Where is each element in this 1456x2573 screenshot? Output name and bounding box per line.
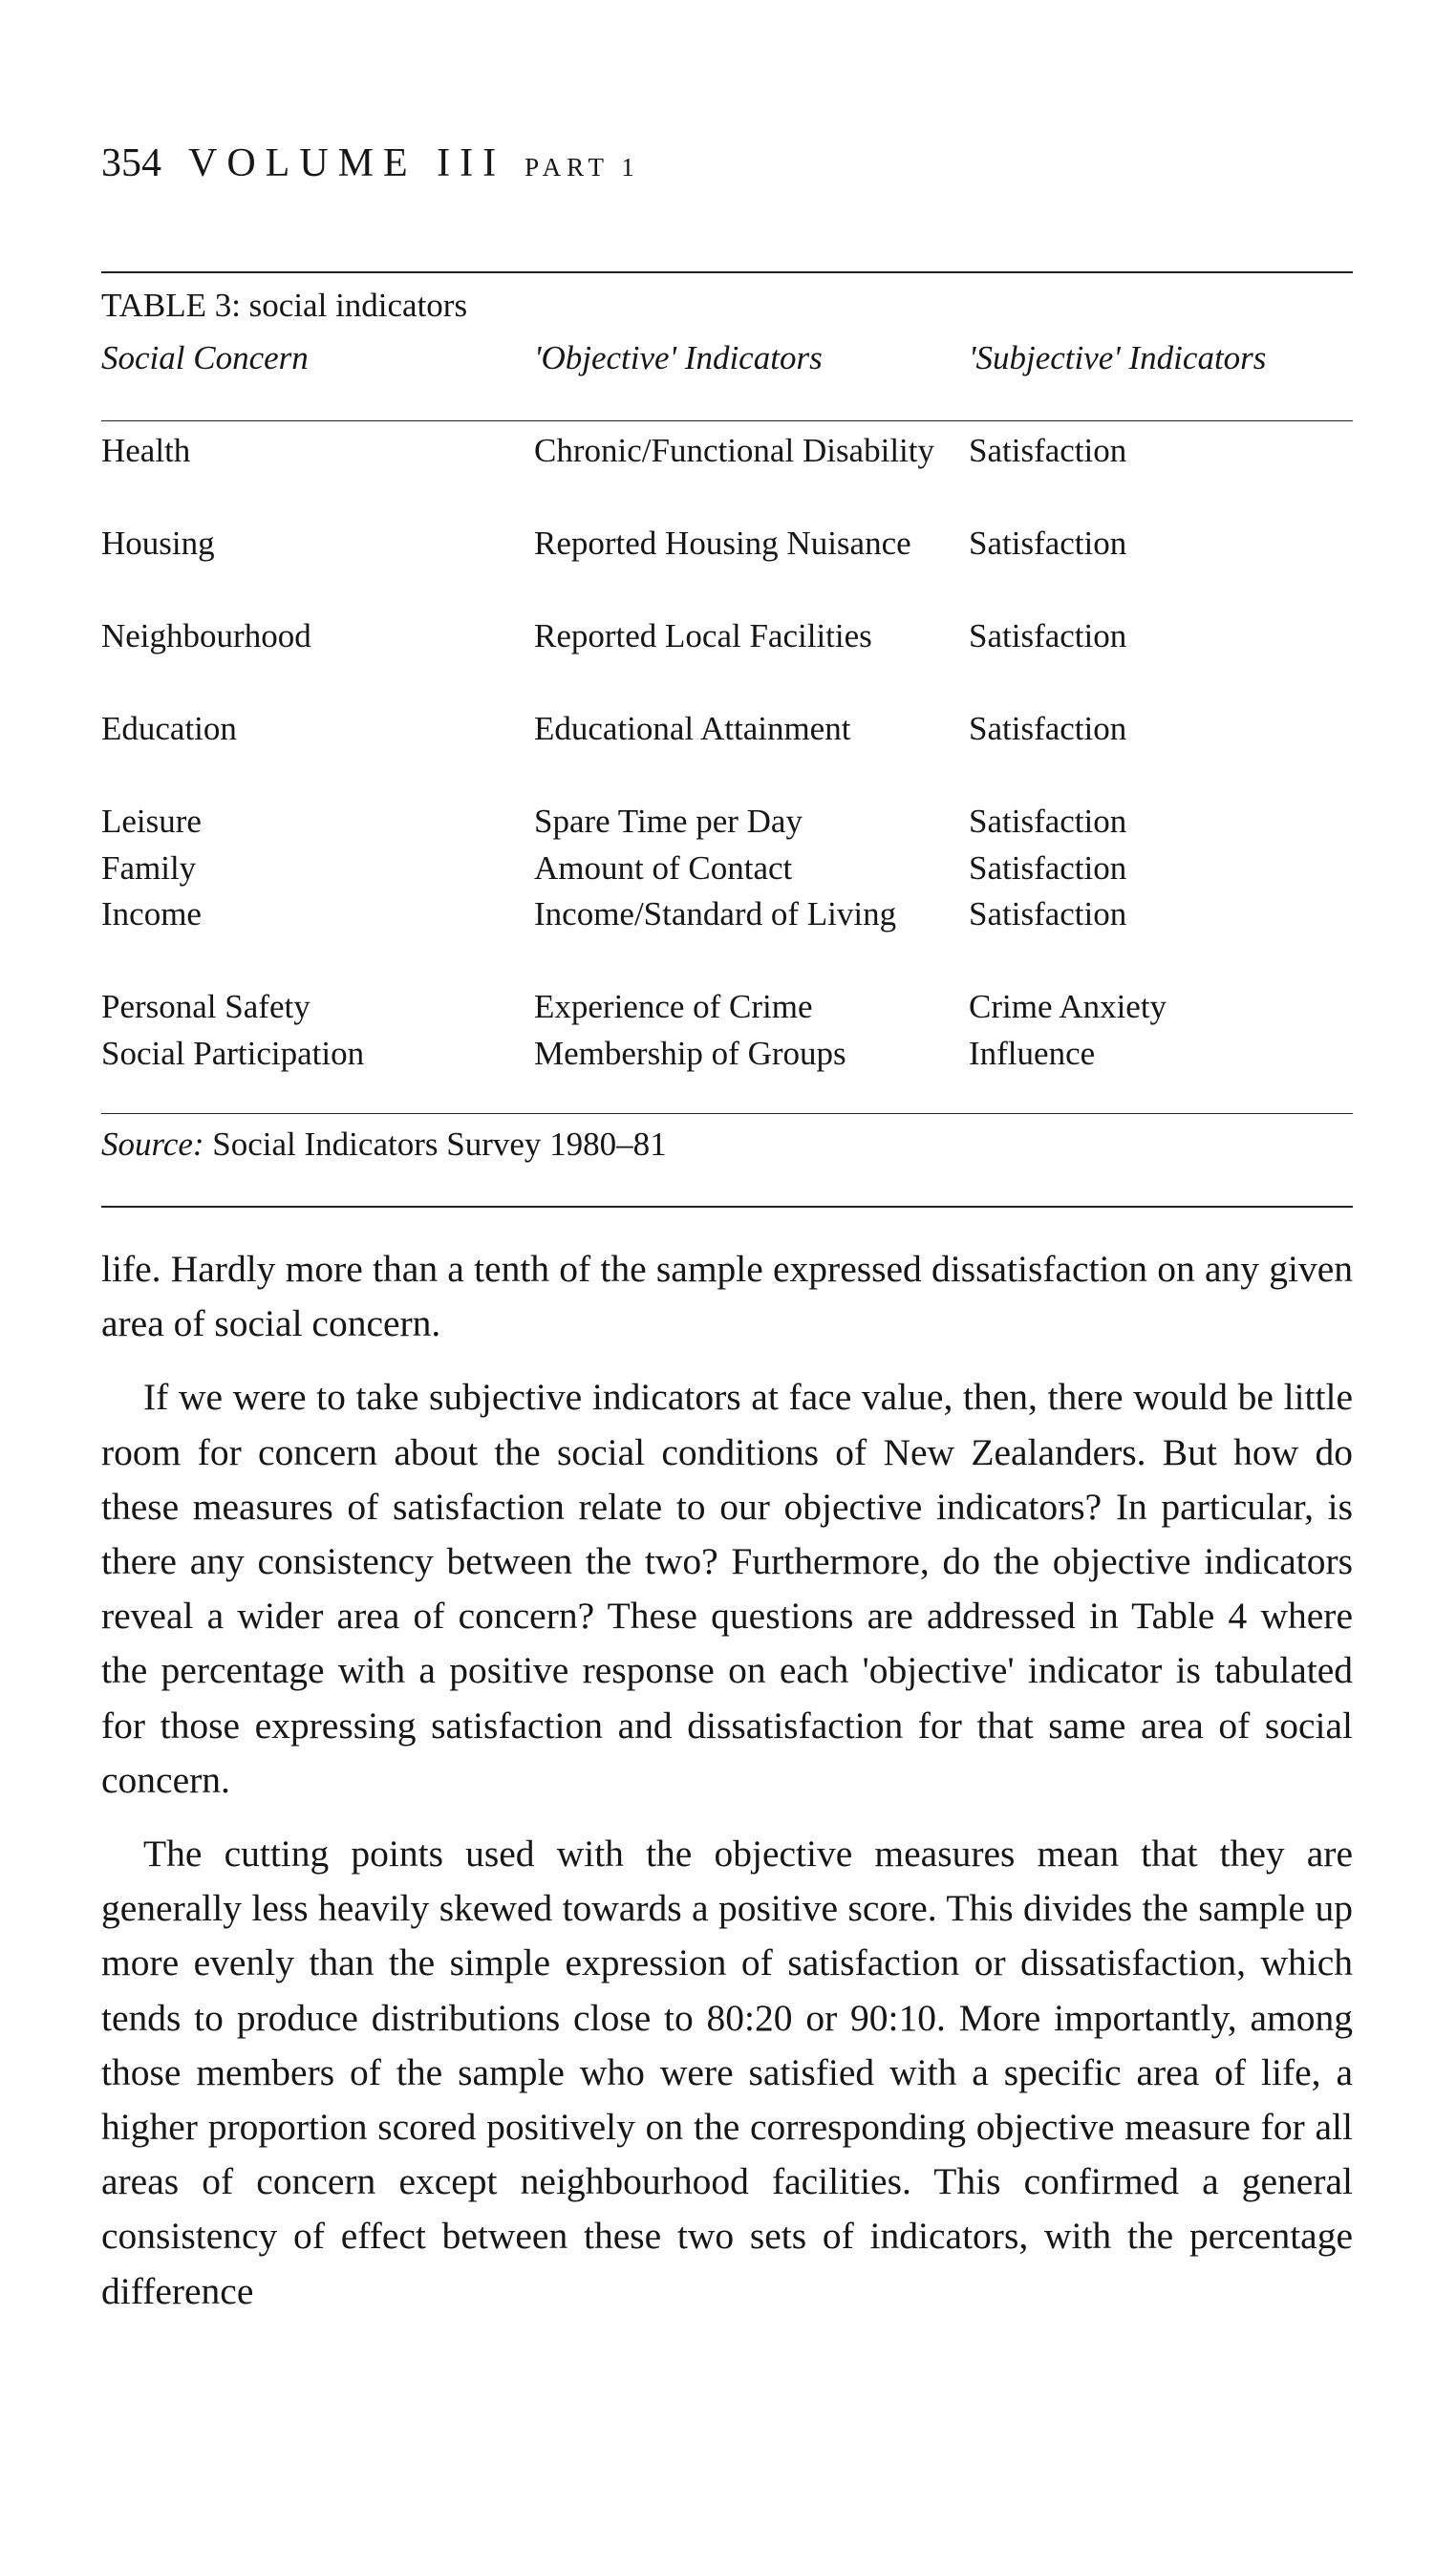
- table-header-rule: [101, 420, 1353, 421]
- table-row: [101, 428, 1353, 521]
- cell-objective-indicator: Spare Time per Day: [534, 803, 803, 840]
- cell-social-concern: Housing: [101, 525, 215, 562]
- column-header-objective: 'Objective' Indicators: [534, 339, 823, 376]
- cell-social-concern: Health: [101, 432, 191, 469]
- page-number: 354: [101, 141, 161, 185]
- cell-social-concern: Family: [101, 848, 197, 887]
- table-body: [101, 428, 1353, 1077]
- cell-objective-indicator: Reported Housing Nuisance: [534, 525, 911, 562]
- cell-objective-indicator: Educational Attainment: [534, 710, 851, 747]
- table-row: [101, 984, 1353, 1031]
- source-text: Social Indicators Survey 1980–81: [212, 1126, 667, 1163]
- column-header-social-concern: Social Concern: [101, 339, 309, 376]
- body-paragraph: life. Hardly more than a tenth of the sample expressed dissatisfaction on any given area of social concern.: [101, 1248, 1353, 1345]
- table-row: [101, 846, 1353, 892]
- cell-objective-indicator: Chronic/Functional Disability: [534, 432, 934, 469]
- cell-subjective-indicator: Satisfaction: [969, 803, 1127, 840]
- table-row: [101, 891, 1353, 984]
- cell-subjective-indicator: Influence: [969, 1034, 1096, 1072]
- cell-social-concern: Personal Safety: [101, 988, 310, 1025]
- table-row: [101, 1031, 1353, 1078]
- cell-objective-indicator: Reported Local Facilities: [534, 617, 872, 654]
- cell-subjective-indicator: Satisfaction: [969, 432, 1127, 469]
- body-text: [101, 1242, 1353, 2338]
- table-bottom-rule: [101, 1113, 1353, 1114]
- table-top-rule: [101, 271, 1353, 273]
- running-head: [101, 143, 640, 183]
- cell-subjective-indicator: Satisfaction: [969, 617, 1127, 654]
- table-row: [101, 613, 1353, 706]
- table-title: TABLE 3: social indicators: [101, 287, 468, 324]
- cell-objective-indicator: Amount of Contact: [534, 848, 793, 887]
- body-paragraph: The cutting points used with the objective measures mean that they are generally less heavily skewed towards a positive score. This divides the sample up more evenly than the simple expression of satisfaction or dissatisfaction, which tends to produce distributions close to 80:20 or 90:10. More importantly, among those members of the sample who were satisfied with a specific area of life, a higher proportion scored positively on the corresponding objective measure for all areas of concern except neighbourhood facilities. This confirmed a general consistency of effect between these two sets of indicators, with the percentage difference: [101, 1833, 1353, 2312]
- cell-subjective-indicator: Crime Anxiety: [969, 988, 1167, 1025]
- column-header-subjective: 'Subjective' Indicators: [969, 339, 1267, 376]
- table-row: [101, 521, 1353, 613]
- cell-subjective-indicator: Satisfaction: [969, 895, 1127, 933]
- part-label: PART 1: [525, 153, 640, 182]
- cell-subjective-indicator: Satisfaction: [969, 848, 1127, 887]
- volume-label: VOLUME III: [188, 141, 506, 185]
- body-paragraph: If we were to take subjective indicators at face value, then, there would be little room for concern about the social conditions of New Zealanders. But how do these measures of satisfaction relate to our objective indicators? In particular, is there any consistency between the two? Furthermore, do the objective indicators reveal a wider area of concern? These questions are addressed in Table 4 where the percentage with a positive response on each 'objective' indicator is tabulated for those expressing satisfaction and dissatisfaction for that same area of social concern.: [101, 1376, 1353, 1801]
- table-source: [101, 1126, 667, 1164]
- table-end-rule: [101, 1206, 1353, 1208]
- table-row: [101, 799, 1353, 846]
- cell-objective-indicator: Membership of Groups: [534, 1034, 846, 1072]
- source-label: Source:: [101, 1126, 204, 1163]
- cell-objective-indicator: Income/Standard of Living: [534, 895, 897, 933]
- cell-objective-indicator: Experience of Crime: [534, 988, 813, 1025]
- cell-social-concern: Education: [101, 710, 237, 747]
- cell-subjective-indicator: Satisfaction: [969, 525, 1127, 562]
- cell-subjective-indicator: Satisfaction: [969, 710, 1127, 747]
- cell-social-concern: Neighbourhood: [101, 617, 311, 654]
- cell-social-concern: Income: [101, 895, 202, 933]
- table-column-headers: [101, 339, 1353, 387]
- cell-social-concern: Social Participation: [101, 1034, 365, 1072]
- table-row: [101, 706, 1353, 799]
- cell-social-concern: Leisure: [101, 803, 202, 840]
